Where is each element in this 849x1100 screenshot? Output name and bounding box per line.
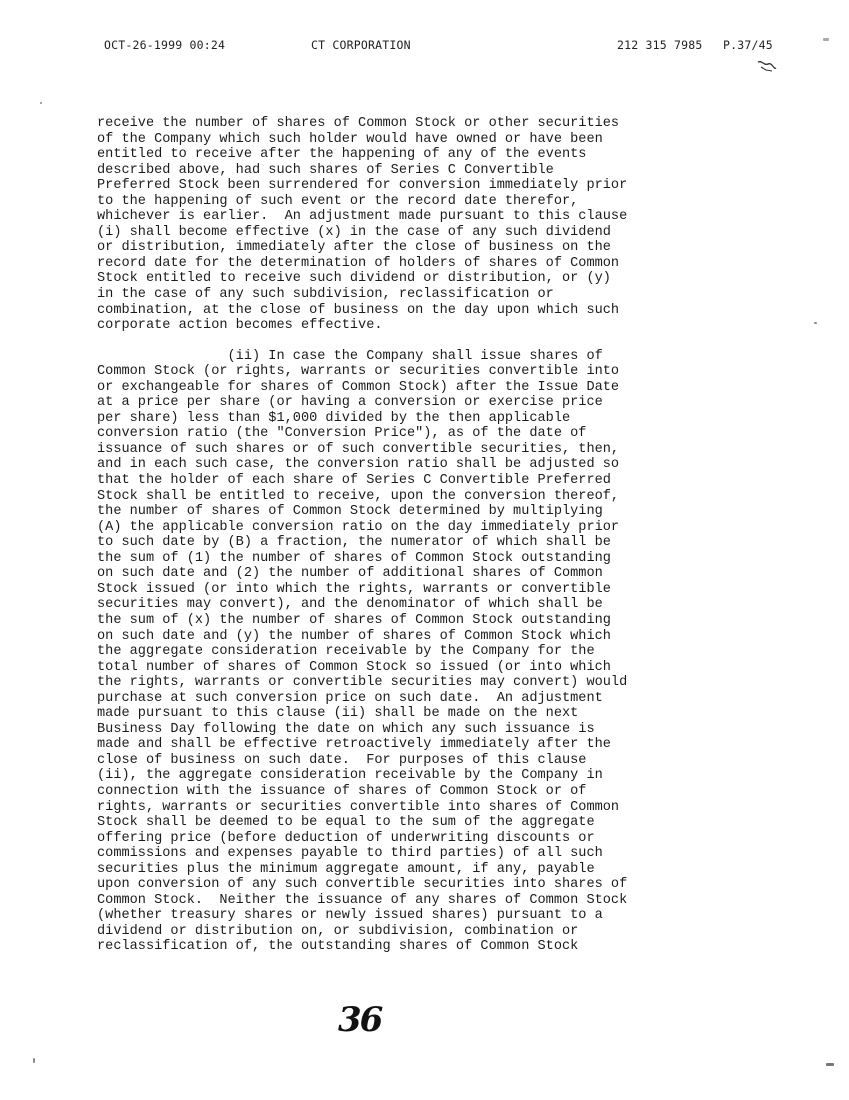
text-line: per share) less than $1,000 divided by the then applicable [97,410,571,426]
text-line: entitled to receive after the happening of any of the events [97,147,587,163]
text-line: Stock entitled to receive such dividend or distribution, or (y) [97,271,611,287]
text-line: to such date by (B) a fraction, the numerator of which shall be [97,535,611,551]
text-line: corporate action becomes effective. [97,318,383,334]
text-line: the sum of (x) the number of shares of Common Stock outstanding [97,612,611,628]
text-line: connection with the issuance of shares of Common Stock or of [97,783,587,799]
fax-header [0,38,849,54]
fax-page-indicator: P.37/45 [723,38,773,52]
text-line: whichever is earlier. An adjustment made pursuant to this clause [97,209,628,225]
fax-date-time: OCT-26-1999 00:24 [104,38,226,52]
text-line: record date for the determination of holders of shares of Common [97,255,620,271]
text-line: Common Stock (or rights, warrants or securities convertible into [97,364,620,380]
scan-speck [33,1058,35,1063]
scan-speck [40,102,42,104]
text-line: issuance of such shares or of such convertible securities, then, [97,441,620,457]
text-line: on such date and (y) the number of shares of Common Stock which [97,628,611,644]
text-line: rights, warrants or securities convertible into shares of Common [97,799,620,815]
text-line: and in each such case, the conversion ratio shall be adjusted so [97,457,620,473]
text-line: Stock shall be deemed to be equal to the sum of the aggregate [97,815,595,831]
text-line: purchase at such conversion price on such date. An adjustment [97,690,603,706]
text-line: of the Company which such holder would have owned or have been [97,131,603,147]
text-line: (A) the applicable conversion ratio on the day immediately prior [97,519,620,535]
text-line: (whether treasury shares or newly issued shares) pursuant to a [97,908,603,924]
text-line: the sum of (1) the number of shares of Common Stock outstanding [97,550,611,566]
text-line: commissions and expenses payable to third parties) of all such [97,846,603,862]
text-line: or exchangeable for shares of Common Stock) after the Issue Date [97,379,620,395]
text-line: offering price (before deduction of underwriting discounts or [97,830,595,846]
scan-speck [823,38,829,41]
document-body [97,116,737,955]
text-line: upon conversion of any such convertible securities into shares of [97,877,628,893]
text-line: total number of shares of Common Stock so issued (or into which [97,659,611,675]
text-line: (ii), the aggregate consideration receivable by the Company in [97,768,603,784]
text-line: Business Day following the date on which any such issuance is [97,721,595,737]
text-line: Preferred Stock been surrendered for conversion immediately prior [97,178,628,194]
text-line: the number of shares of Common Stock determined by multiplying [97,504,603,520]
text-line: that the holder of each share of Series C Convertible Preferred [97,473,611,489]
text-line: the aggregate consideration receivable by the Company for the [97,644,595,660]
text-line: close of business on such date. For purposes of this clause [97,752,587,768]
text-line: the rights, warrants or convertible securities may convert) would [97,675,628,691]
scan-speck [826,1063,834,1066]
text-line: (i) shall become effective (x) in the case of any such dividend [97,224,611,240]
text-line: receive the number of shares of Common Stock or other securities [97,116,620,131]
text-line: conversion ratio (the "Conversion Price"), as of the date of [97,426,587,442]
fax-sender-company: CT CORPORATION [311,38,411,52]
paragraph-clause-i-continuation [97,116,737,334]
scan-speck [814,322,817,324]
text-line: on such date and (2) the number of additional shares of Common [97,566,603,582]
text-line: reclassification of, the outstanding shares of Common Stock [97,939,579,955]
fax-phone-number: 212 315 7985 [617,38,703,52]
text-line: made and shall be effective retroactively immediately after the [97,737,611,753]
text-line: dividend or distribution on, or subdivision, combination or [97,923,579,939]
text-line: securities may convert), and the denominator of which shall be [97,597,603,613]
text-line: described above, had such shares of Series C Convertible [97,162,554,178]
text-line: combination, at the close of business on the day upon which such [97,302,620,318]
text-line: in the case of any such subdivision, reclassification or [97,287,554,303]
scribble-mark-icon [756,58,778,74]
text-line: made pursuant to this clause (ii) shall be made on the next [97,706,579,722]
text-line: or distribution, immediately after the close of business on the [97,240,611,256]
paragraph-clause-ii [97,349,737,955]
text-line: Stock shall be entitled to receive, upon the conversion thereof, [97,488,620,504]
text-line: Stock issued (or into which the rights, warrants or convertible [97,581,611,597]
text-line: Common Stock. Neither the issuance of any shares of Common Stock [97,892,628,908]
text-line: to the happening of such event or the record date therefor, [97,193,579,209]
handwritten-page-number: 36 [338,1000,382,1040]
text-line: securities plus the minimum aggregate amount, if any, payable [97,861,595,877]
text-line: (ii) In case the Company shall issue shares of [97,348,603,364]
text-line: at a price per share (or having a conversion or exercise price [97,395,603,411]
